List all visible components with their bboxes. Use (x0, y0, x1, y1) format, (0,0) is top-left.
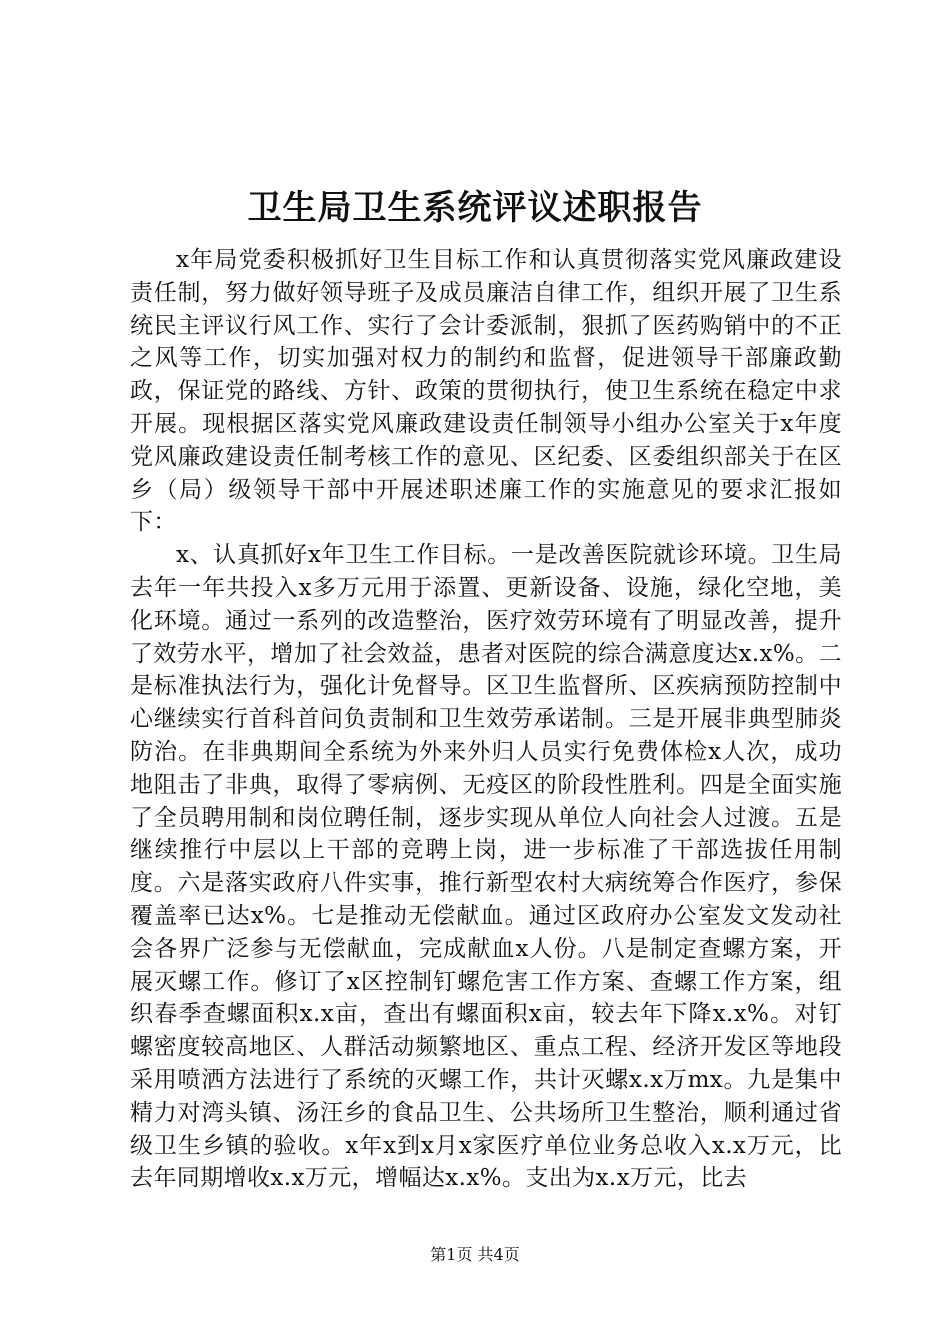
document-body (130, 244, 842, 1195)
paragraph-intro: x年局党委积极抓好卫生目标工作和认真贯彻落实党风廉政建设责任制，努力做好领导班子及成员廉洁自律工作，组织开展了卫生系统民主评议行风工作、实行了会计委派制，狠抓了医药购销中的不正之风等工作，切实加强对权力的制约和监督，促进领导干部廉政勤政，保证党的路线、方针、政策的贯彻执行，使卫生系统在稳定中求开展。现根据区落实党风廉政建设责任制领导小组办公室关于x年度党风廉政建设责任制考核工作的意见、区纪委、区委组织部关于在区乡（局）级领导干部中开展述职述廉工作的实施意见的要求汇报如下： (130, 247, 842, 536)
document-title: 卫生局卫生系统评议述职报告 (247, 188, 703, 228)
page-number-footer: 第1页 共4页 (430, 1245, 520, 1264)
paragraph-work-goals: x、认真抓好x年卫生工作目标。一是改善医院就诊环境。卫生局去年一年共投入x多万元用于添置、更新设备、设施，绿化空地，美化环境。通过一系列的改造整治，医疗效劳环境有了明显改善，提升了效劳水平，增加了社会效益，患者对医院的综合满意度达x.x%。二是标准执法行为，强化计免督导。区卫生监督所、区疾病预防控制中心继续实行首科首问负责制和卫生效劳承诺制。三是开展非典型肺炎防治。在非典期间全系统为外来外归人员实行免费体检x人次，成功地阻击了非典，取得了零病例、无疫区的阶段性胜利。四是全面实施了全员聘用制和岗位聘任制，逐步实现从单位人向社会人过渡。五是继续推行中层以上干部的竞聘上岗，进一步标准了干部选拔任用制度。六是落实政府八件实事，推行新型农村大病统筹合作医疗，参保覆盖率已达x%。七是推动无偿献血。通过区政府办公室发文发动社会各界广泛参与无偿献血，完成献血x人份。八是制定查螺方案，开展灭螺工作。修订了x区控制钉螺危害工作方案、查螺工作方案，组织春季查螺面积x.x亩，查出有螺面积x亩，较去年下降x.x%。对钉螺密度较高地区、人群活动频繁地区、重点工程、经济开发区等地段采用喷洒方法进行了系统的灭螺工作，共计灭螺x.x万mx。九是集中精力对湾头镇、汤汪乡的食品卫生、公共场所卫生整治，顺利通过省级卫生乡镇的验收。x年x到x月x家医疗单位业务总收入x.x万元，比去年同期增收x.x万元，增幅达x.x%。支出为x.x万元，比去 (130, 542, 842, 1192)
